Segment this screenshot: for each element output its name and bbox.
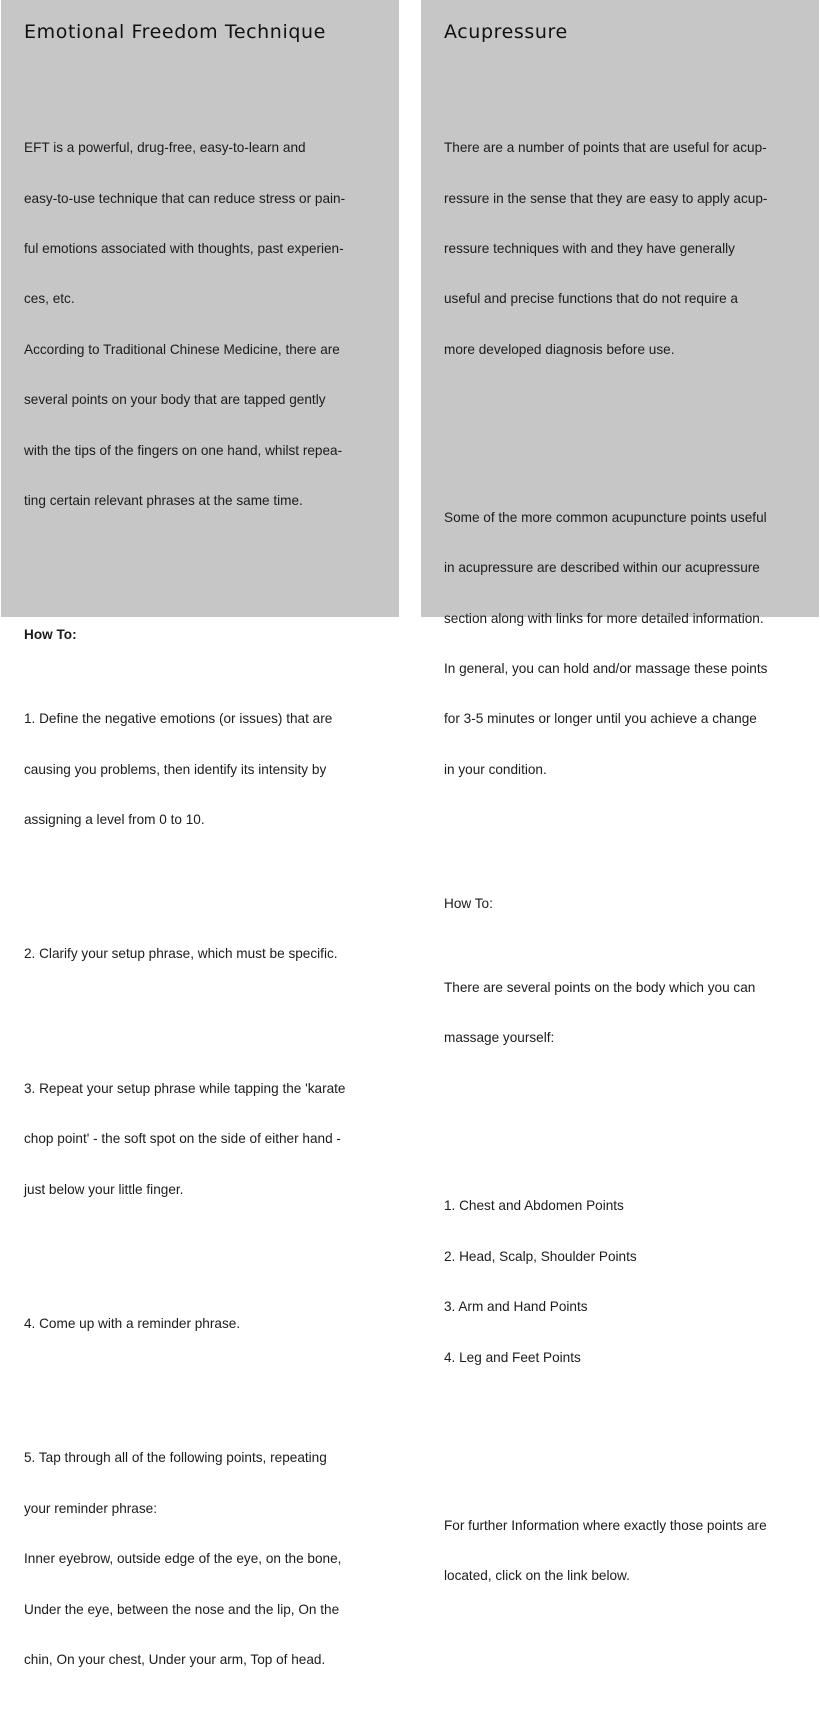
acupressure-title: Acupressure <box>444 21 568 43</box>
list-item: 2. Head, Scalp, Shoulder Points <box>444 1248 637 1264</box>
eft-title: Emotional Freedom Technique <box>24 21 326 43</box>
acupressure-line: useful and precise functions that do not require a <box>444 291 738 307</box>
spacer <box>444 426 797 443</box>
acupressure-points-list <box>444 1165 797 1400</box>
eft-intro-line: EFT is a powerful, drug-free, easy-to-learn and <box>24 140 306 156</box>
acupressure-footer <box>444 1484 797 1618</box>
acupressure-para-2 <box>444 476 797 812</box>
acupressure-line: in your condition. <box>444 761 547 777</box>
eft-intro-line: easy-to-use technique that can reduce stress or pain- <box>24 190 346 206</box>
acupressure-line: Some of the more common acupuncture points useful <box>444 509 767 525</box>
spacer <box>444 1434 797 1451</box>
list-item: 1. Chest and Abdomen Points <box>444 1198 624 1214</box>
eft-step-line: Inner eyebrow, outside edge of the eye, on the bone, <box>24 1551 342 1567</box>
eft-step-line: causing you problems, then identify its intensity by <box>24 761 327 777</box>
eft-step-5 <box>24 1417 377 1703</box>
spacer <box>24 896 377 913</box>
eft-intro-line: According to Traditional Chinese Medicine, there are <box>24 341 340 357</box>
acupressure-body <box>444 73 797 1652</box>
eft-intro-line: ces, etc. <box>24 291 75 307</box>
eft-intro-line: ting certain relevant phrases at the same time. <box>24 492 303 508</box>
spacer <box>444 846 797 863</box>
acupressure-line: located, click on the link below. <box>444 1567 630 1583</box>
acupressure-line: in acupressure are described within our acupressure <box>444 560 760 576</box>
eft-step-line: 1. Define the negative emotions (or issues) that are <box>24 711 333 727</box>
acupressure-line: For further Information where exactly those points are <box>444 1517 767 1533</box>
eft-step-line: your reminder phrase: <box>24 1500 157 1516</box>
acupressure-line: ressure in the sense that they are easy to apply acup- <box>444 190 768 206</box>
spacer <box>24 1366 377 1383</box>
spacer <box>24 997 377 1014</box>
eft-step-3 <box>24 1047 377 1232</box>
acupressure-para-1 <box>444 107 797 393</box>
acupressure-line: more developed diagnosis before use. <box>444 341 675 357</box>
acupressure-line: ressure techniques with and they have generally <box>444 240 735 256</box>
acupressure-line: section along with links for more detailed information. <box>444 610 764 626</box>
acupressure-line: In general, you can hold and/or massage these points <box>444 660 768 676</box>
eft-intro-line: with the tips of the fingers on one hand, whilst repea- <box>24 442 343 458</box>
eft-step-2: 2. Clarify your setup phrase, which must be specific. <box>24 946 338 962</box>
eft-step-line: Under the eye, between the nose and the lip, On the <box>24 1601 340 1617</box>
acupressure-howto-label: How To: <box>444 896 493 912</box>
spacer <box>24 1266 377 1283</box>
eft-intro <box>24 107 377 544</box>
eft-step-line: assigning a level from 0 to 10. <box>24 812 205 828</box>
list-item: 3. Arm and Hand Points <box>444 1299 588 1315</box>
acupressure-line: There are a number of points that are useful for acup- <box>444 140 767 156</box>
spacer <box>24 577 377 594</box>
acupressure-howto <box>444 946 797 1080</box>
acupressure-panel <box>421 0 819 1583</box>
eft-step-line: 5. Tap through all of the following points, repeating <box>24 1450 327 1466</box>
acupressure-line: There are several points on the body which you can <box>444 980 756 996</box>
eft-howto-label: How To: <box>24 627 77 643</box>
eft-step-line: 3. Repeat your setup phrase while tapping the 'karate <box>24 1080 346 1096</box>
eft-body <box>24 73 377 1736</box>
eft-intro-line: several points on your body that are tapped gently <box>24 392 326 408</box>
spacer <box>444 1114 797 1131</box>
eft-intro-line: ful emotions associated with thoughts, past experien- <box>24 240 344 256</box>
eft-step-1 <box>24 678 377 863</box>
list-item: 4. Leg and Feet Points <box>444 1349 581 1365</box>
acupressure-line: massage yourself: <box>444 1030 555 1046</box>
eft-step-line: just below your little finger. <box>24 1181 184 1197</box>
acupressure-line: for 3-5 minutes or longer until you achieve a change <box>444 711 757 727</box>
eft-step-4: 4. Come up with a reminder phrase. <box>24 1315 241 1331</box>
eft-step-line: chin, On your chest, Under your arm, Top of head. <box>24 1651 326 1667</box>
eft-panel <box>1 0 399 1667</box>
eft-step-line: chop point' - the soft spot on the side of either hand - <box>24 1131 341 1147</box>
